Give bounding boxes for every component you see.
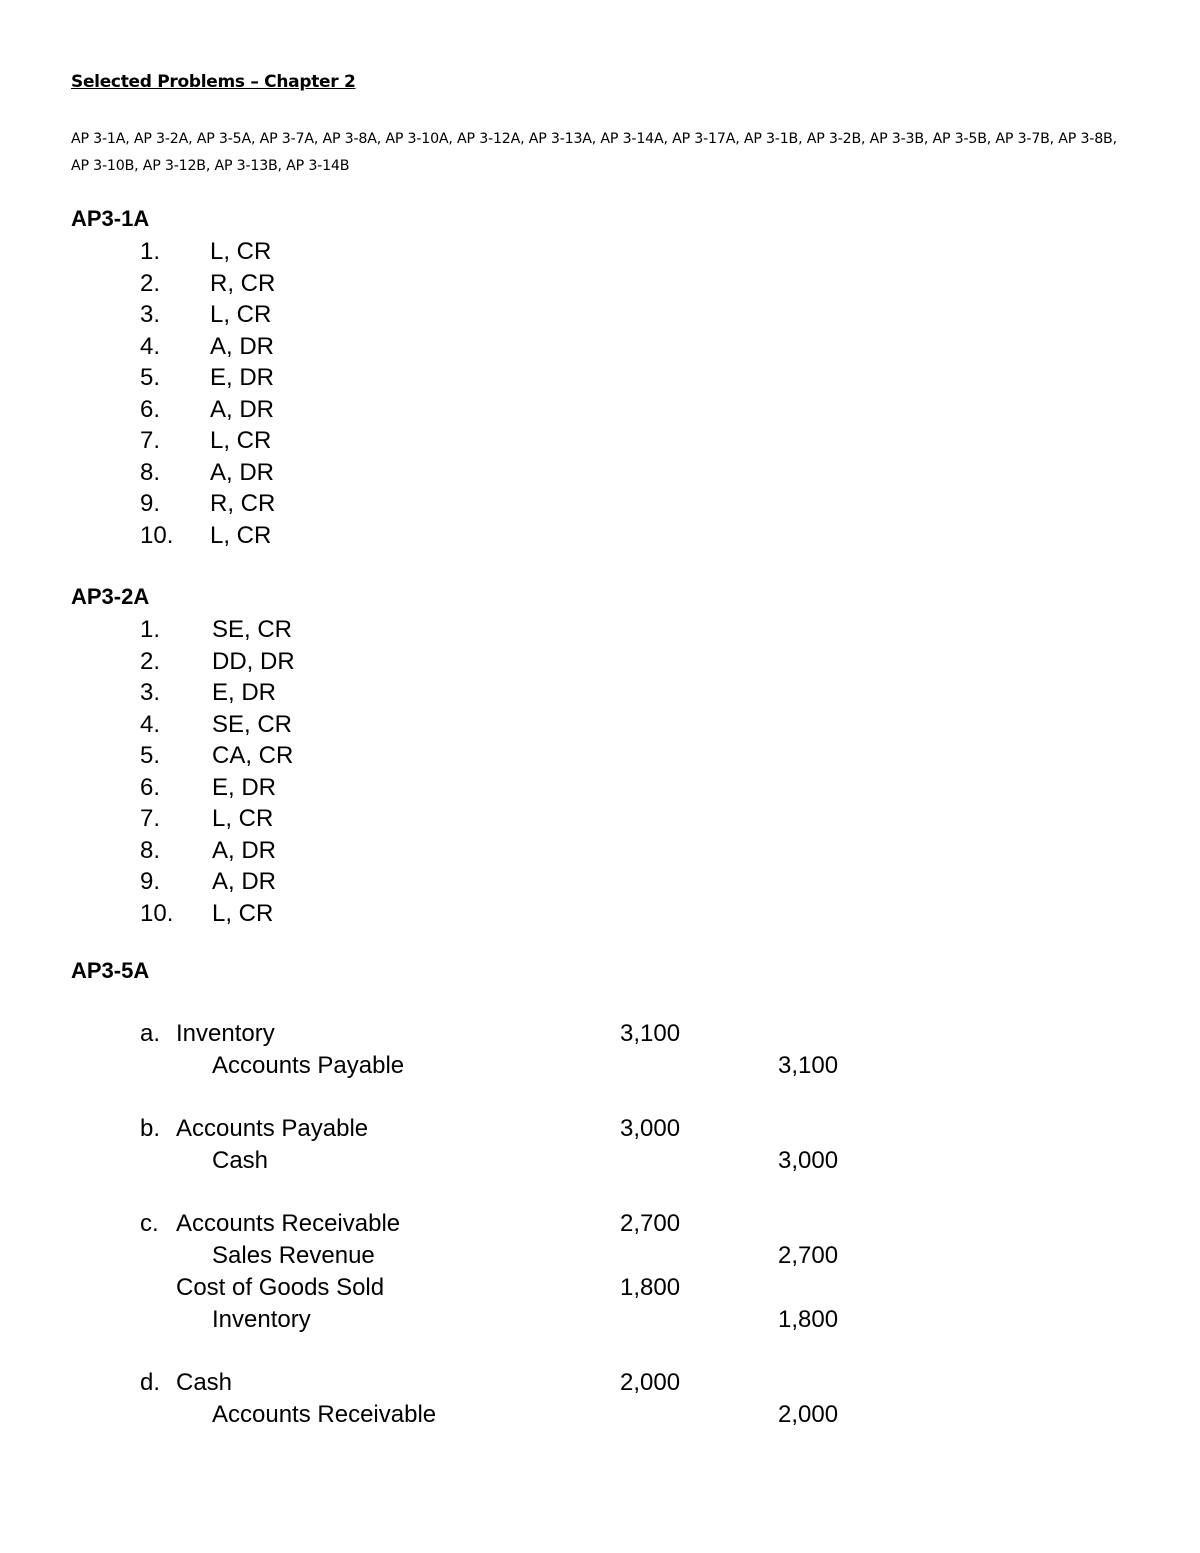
debit-account: Inventory xyxy=(176,1020,275,1047)
item-answer: A, DR xyxy=(210,395,275,423)
item-answer: L, CR xyxy=(210,427,272,454)
item-answer: SE, CR xyxy=(212,616,293,643)
item-number: 8. xyxy=(140,836,161,864)
credit-amount: 3,100 xyxy=(778,1052,839,1079)
debit-account: Cash xyxy=(176,1369,233,1396)
item-answer: L, CR xyxy=(210,521,272,549)
section-heading-ap3-5a: AP3-5A xyxy=(71,958,150,983)
item-number: 6. xyxy=(140,395,161,423)
credit-account: Sales Revenue xyxy=(212,1242,375,1269)
credit-account: Inventory xyxy=(212,1306,311,1333)
entry-letter: d. xyxy=(140,1369,161,1396)
credit-account: Accounts Receivable xyxy=(212,1401,437,1428)
entry-spacer xyxy=(140,1177,900,1208)
entry-spacer xyxy=(140,1082,900,1113)
debit-amount: 1,800 xyxy=(620,1274,681,1301)
journal-line xyxy=(140,1018,900,1050)
item-number: 2. xyxy=(140,647,161,675)
credit-amount: 2,000 xyxy=(778,1401,839,1428)
debit-amount: 2,000 xyxy=(620,1369,681,1396)
item-number: 1. xyxy=(140,616,161,643)
item-number: 9. xyxy=(140,490,161,517)
item-answer: A, DR xyxy=(212,836,277,864)
journal-line xyxy=(140,1050,900,1082)
entry-letter: a. xyxy=(140,1020,161,1047)
item-answer: R, CR xyxy=(210,269,276,297)
section-heading-ap3-1a: AP3-1A xyxy=(71,206,150,231)
item-answer: E, DR xyxy=(212,773,277,801)
entry-spacer xyxy=(140,1336,900,1367)
item-number: 4. xyxy=(140,710,161,738)
item-answer: A, DR xyxy=(210,332,275,360)
item-number: 10. xyxy=(140,899,174,927)
item-answer: DD, DR xyxy=(212,647,295,675)
item-number: 1. xyxy=(140,238,161,265)
entry-letter: b. xyxy=(140,1115,161,1142)
credit-amount: 3,000 xyxy=(778,1147,839,1174)
credit-amount: 2,700 xyxy=(778,1242,839,1269)
journal-line xyxy=(140,1240,900,1272)
item-number: 4. xyxy=(140,332,161,360)
debit-amount: 3,000 xyxy=(620,1115,681,1142)
item-number: 5. xyxy=(140,742,161,769)
item-number: 5. xyxy=(140,364,161,391)
item-answer: A, DR xyxy=(212,868,277,895)
journal-line xyxy=(140,1208,900,1240)
item-answer: L, CR xyxy=(210,238,272,265)
problem-list-text: AP 3-1A, AP 3-2A, AP 3-5A, AP 3-7A, AP 3-8A, AP 3-10A, AP 3-12A, AP 3-13A, AP 3-14A, AP 3-17A, AP 3-1B, AP 3-2B, AP 3-3B, AP 3-5B, AP 3-7B, AP 3-8B, AP 3-10B, AP 3-12B, AP 3-13B, AP 3-14B xyxy=(71,131,1117,174)
item-number: 6. xyxy=(140,773,161,801)
journal-line xyxy=(140,1145,900,1177)
debit-amount: 3,100 xyxy=(620,1020,681,1047)
journal-line xyxy=(140,1399,900,1431)
item-number: 2. xyxy=(140,269,161,297)
debit-account: Cost of Goods Sold xyxy=(176,1274,385,1301)
journal-line xyxy=(140,1304,900,1336)
item-answer: CA, CR xyxy=(212,742,294,769)
journal-line xyxy=(140,1367,900,1399)
debit-amount: 2,700 xyxy=(620,1210,681,1237)
credit-amount: 1,800 xyxy=(778,1306,839,1333)
debit-account: Accounts Payable xyxy=(176,1115,369,1142)
item-number: 7. xyxy=(140,805,161,832)
item-answer: L, CR xyxy=(212,805,274,832)
item-answer: A, DR xyxy=(210,458,275,486)
page-title: Selected Problems – Chapter 2 xyxy=(71,72,356,92)
item-number: 8. xyxy=(140,458,161,486)
item-number: 7. xyxy=(140,427,161,454)
entry-letter: c. xyxy=(140,1210,159,1237)
item-number: 10. xyxy=(140,521,174,549)
item-number: 9. xyxy=(140,868,161,895)
journal-line xyxy=(140,1272,900,1304)
section-heading-ap3-2a: AP3-2A xyxy=(71,584,150,609)
item-answer: L, CR xyxy=(212,899,274,927)
item-number: 3. xyxy=(140,679,161,706)
credit-account: Accounts Payable xyxy=(212,1052,405,1079)
item-answer: SE, CR xyxy=(212,710,293,738)
item-number: 3. xyxy=(140,301,161,328)
item-answer: L, CR xyxy=(210,301,272,328)
item-answer: E, DR xyxy=(212,679,277,706)
journal-entries-ap3-5a xyxy=(140,1018,900,1431)
debit-account: Accounts Receivable xyxy=(176,1210,401,1237)
item-answer: R, CR xyxy=(210,490,276,517)
item-answer: E, DR xyxy=(210,364,275,391)
journal-line xyxy=(140,1113,900,1145)
credit-account: Cash xyxy=(212,1147,269,1174)
